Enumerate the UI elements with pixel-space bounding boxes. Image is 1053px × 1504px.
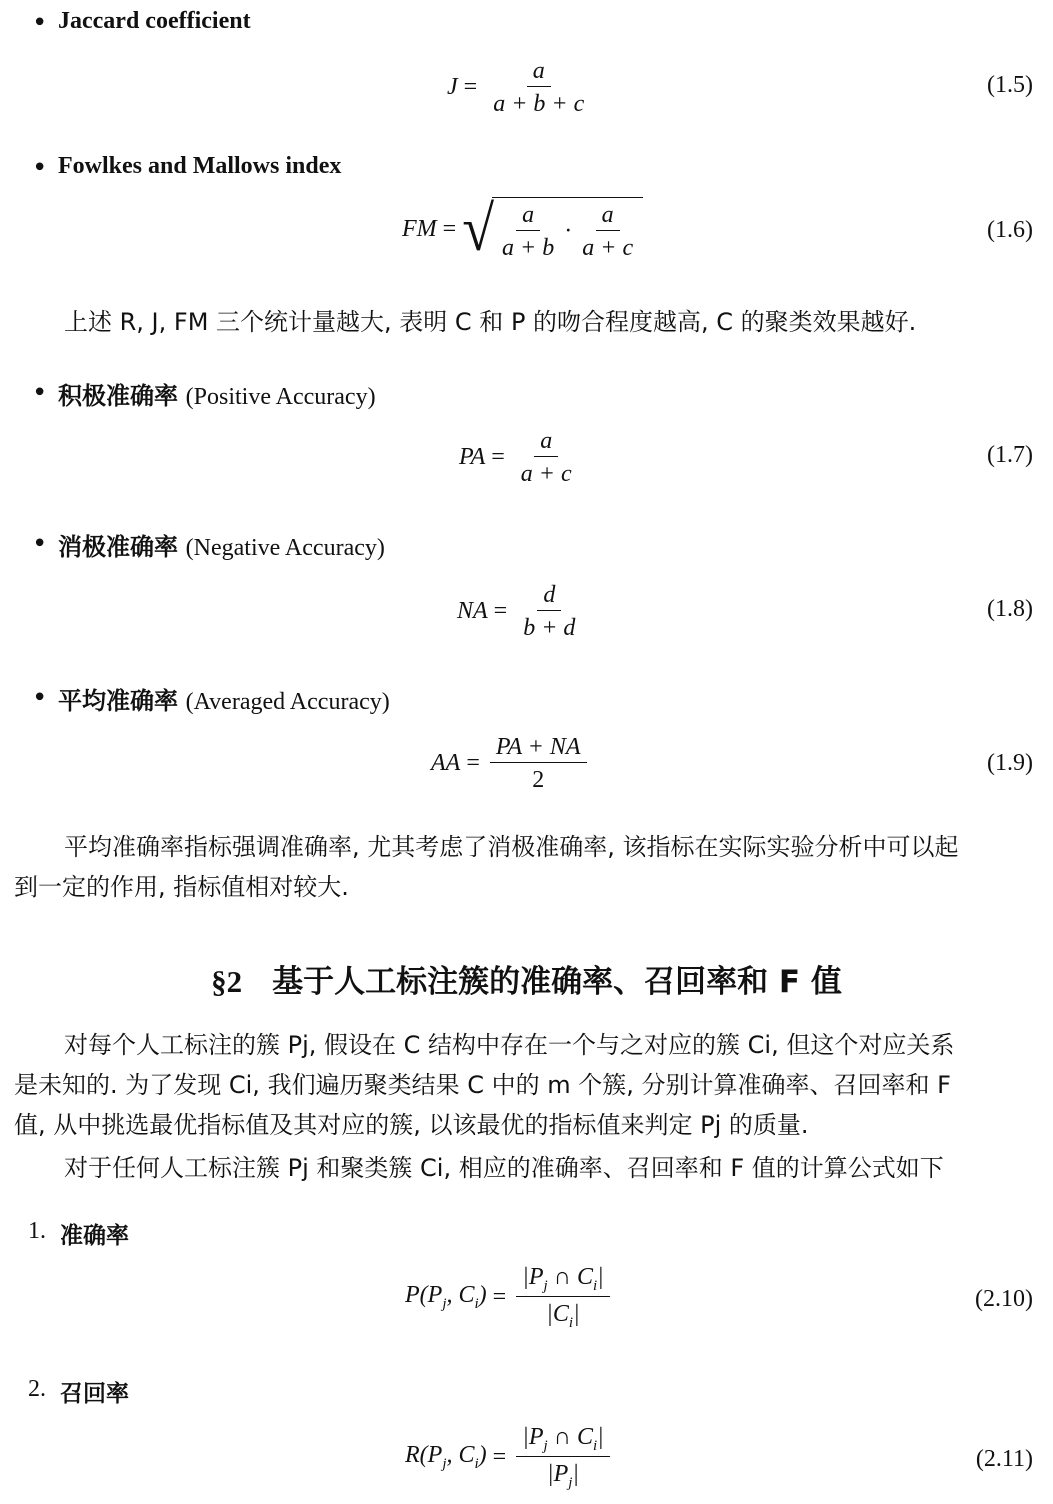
item-pa: 积极准确率 (Positive Accuracy) [58, 382, 376, 410]
item-jaccard: Jaccard coefficient [58, 8, 251, 34]
enum-label-precision: 准确率 [60, 1223, 129, 1249]
equation-1-6: FM = √ $\frac{a}{a + b}$ · $\frac{a}{a + c}$ (1.6) [402, 193, 1033, 265]
item-aa: 平均准确率 (Averaged Accuracy) [58, 687, 390, 715]
equation-number: (1.5) [987, 72, 1033, 98]
enum-label-recall: 召回率 [60, 1381, 129, 1407]
equation-number: (2.11) [975, 1446, 1033, 1472]
item-na: 消极准确率 (Negative Accuracy) [58, 533, 385, 561]
equation-number: (1.7) [987, 442, 1033, 468]
bullet: • [32, 529, 48, 559]
equation-1-9: AA = $\frac{PA + NA}{2}$ (1.9) [431, 734, 1033, 794]
enum-number: 1. [28, 1218, 46, 1244]
section-heading: §2 基于人工标注簇的准确率、召回率和 F 值 [211, 964, 842, 1000]
paragraph-averaged: 平均准确率指标强调准确率, 尤其考虑了消极准确率, 该指标在实际实验分析中可以起 到一定的作用, 指标值相对较大. [14, 833, 959, 901]
equation-1-8: NA = $\frac{d}{b + d}$ (1.8) [457, 582, 1033, 642]
equation-number: (1.6) [987, 217, 1033, 243]
equation-1-7: PA = $\frac{a}{a + c}$ (1.7) [459, 428, 1033, 488]
equation-number: (1.9) [987, 750, 1033, 776]
equation-number: (2.10) [975, 1286, 1033, 1312]
paragraph-manual-clusters: 对每个人工标注的簇 Pj, 假设在 C 结构中存在一个与之对应的簇 Ci, 但这个对应关系 是未知的. 为了发现 Ci, 我们遍历聚类结果 C 中的 m 个簇, 分别计算准确率、召回率和 F 值, 从中挑选最优指标值及其对应的簇, 以该最优的指标值来判定 Pj 的质量. [14, 1031, 955, 1139]
bullet: • [32, 683, 48, 713]
equation-2-11: $R(P_j$, $C_i$) = $\frac{|P_j \cap C_i|}{|P_j|}$ (2.11) [405, 1424, 1033, 1492]
item-fm: Fowlkes and Mallows index [58, 153, 342, 179]
bullet: • [32, 153, 48, 183]
bullet: • [32, 378, 48, 408]
equation-2-10: $P(P_j$, $C_i$) = $\frac{|P_j \cap C_i|}{|C_i|}$ (2.10) [405, 1264, 1033, 1332]
equation-1-5: J = $\frac{a}{a + b + c}$ (1.5) [447, 58, 1033, 118]
paragraph-formulas-intro: 对于任何人工标注簇 Pj 和聚类簇 Ci, 相应的准确率、召回率和 F 值的计算公式如下 [64, 1154, 944, 1182]
bullet: • [32, 8, 48, 38]
enum-number: 2. [28, 1376, 46, 1402]
paragraph-r-j-fm: 上述 R, J, FM 三个统计量越大, 表明 C 和 P 的吻合程度越高, C 的聚类效果越好. [64, 308, 917, 336]
equation-number: (1.8) [987, 596, 1033, 622]
